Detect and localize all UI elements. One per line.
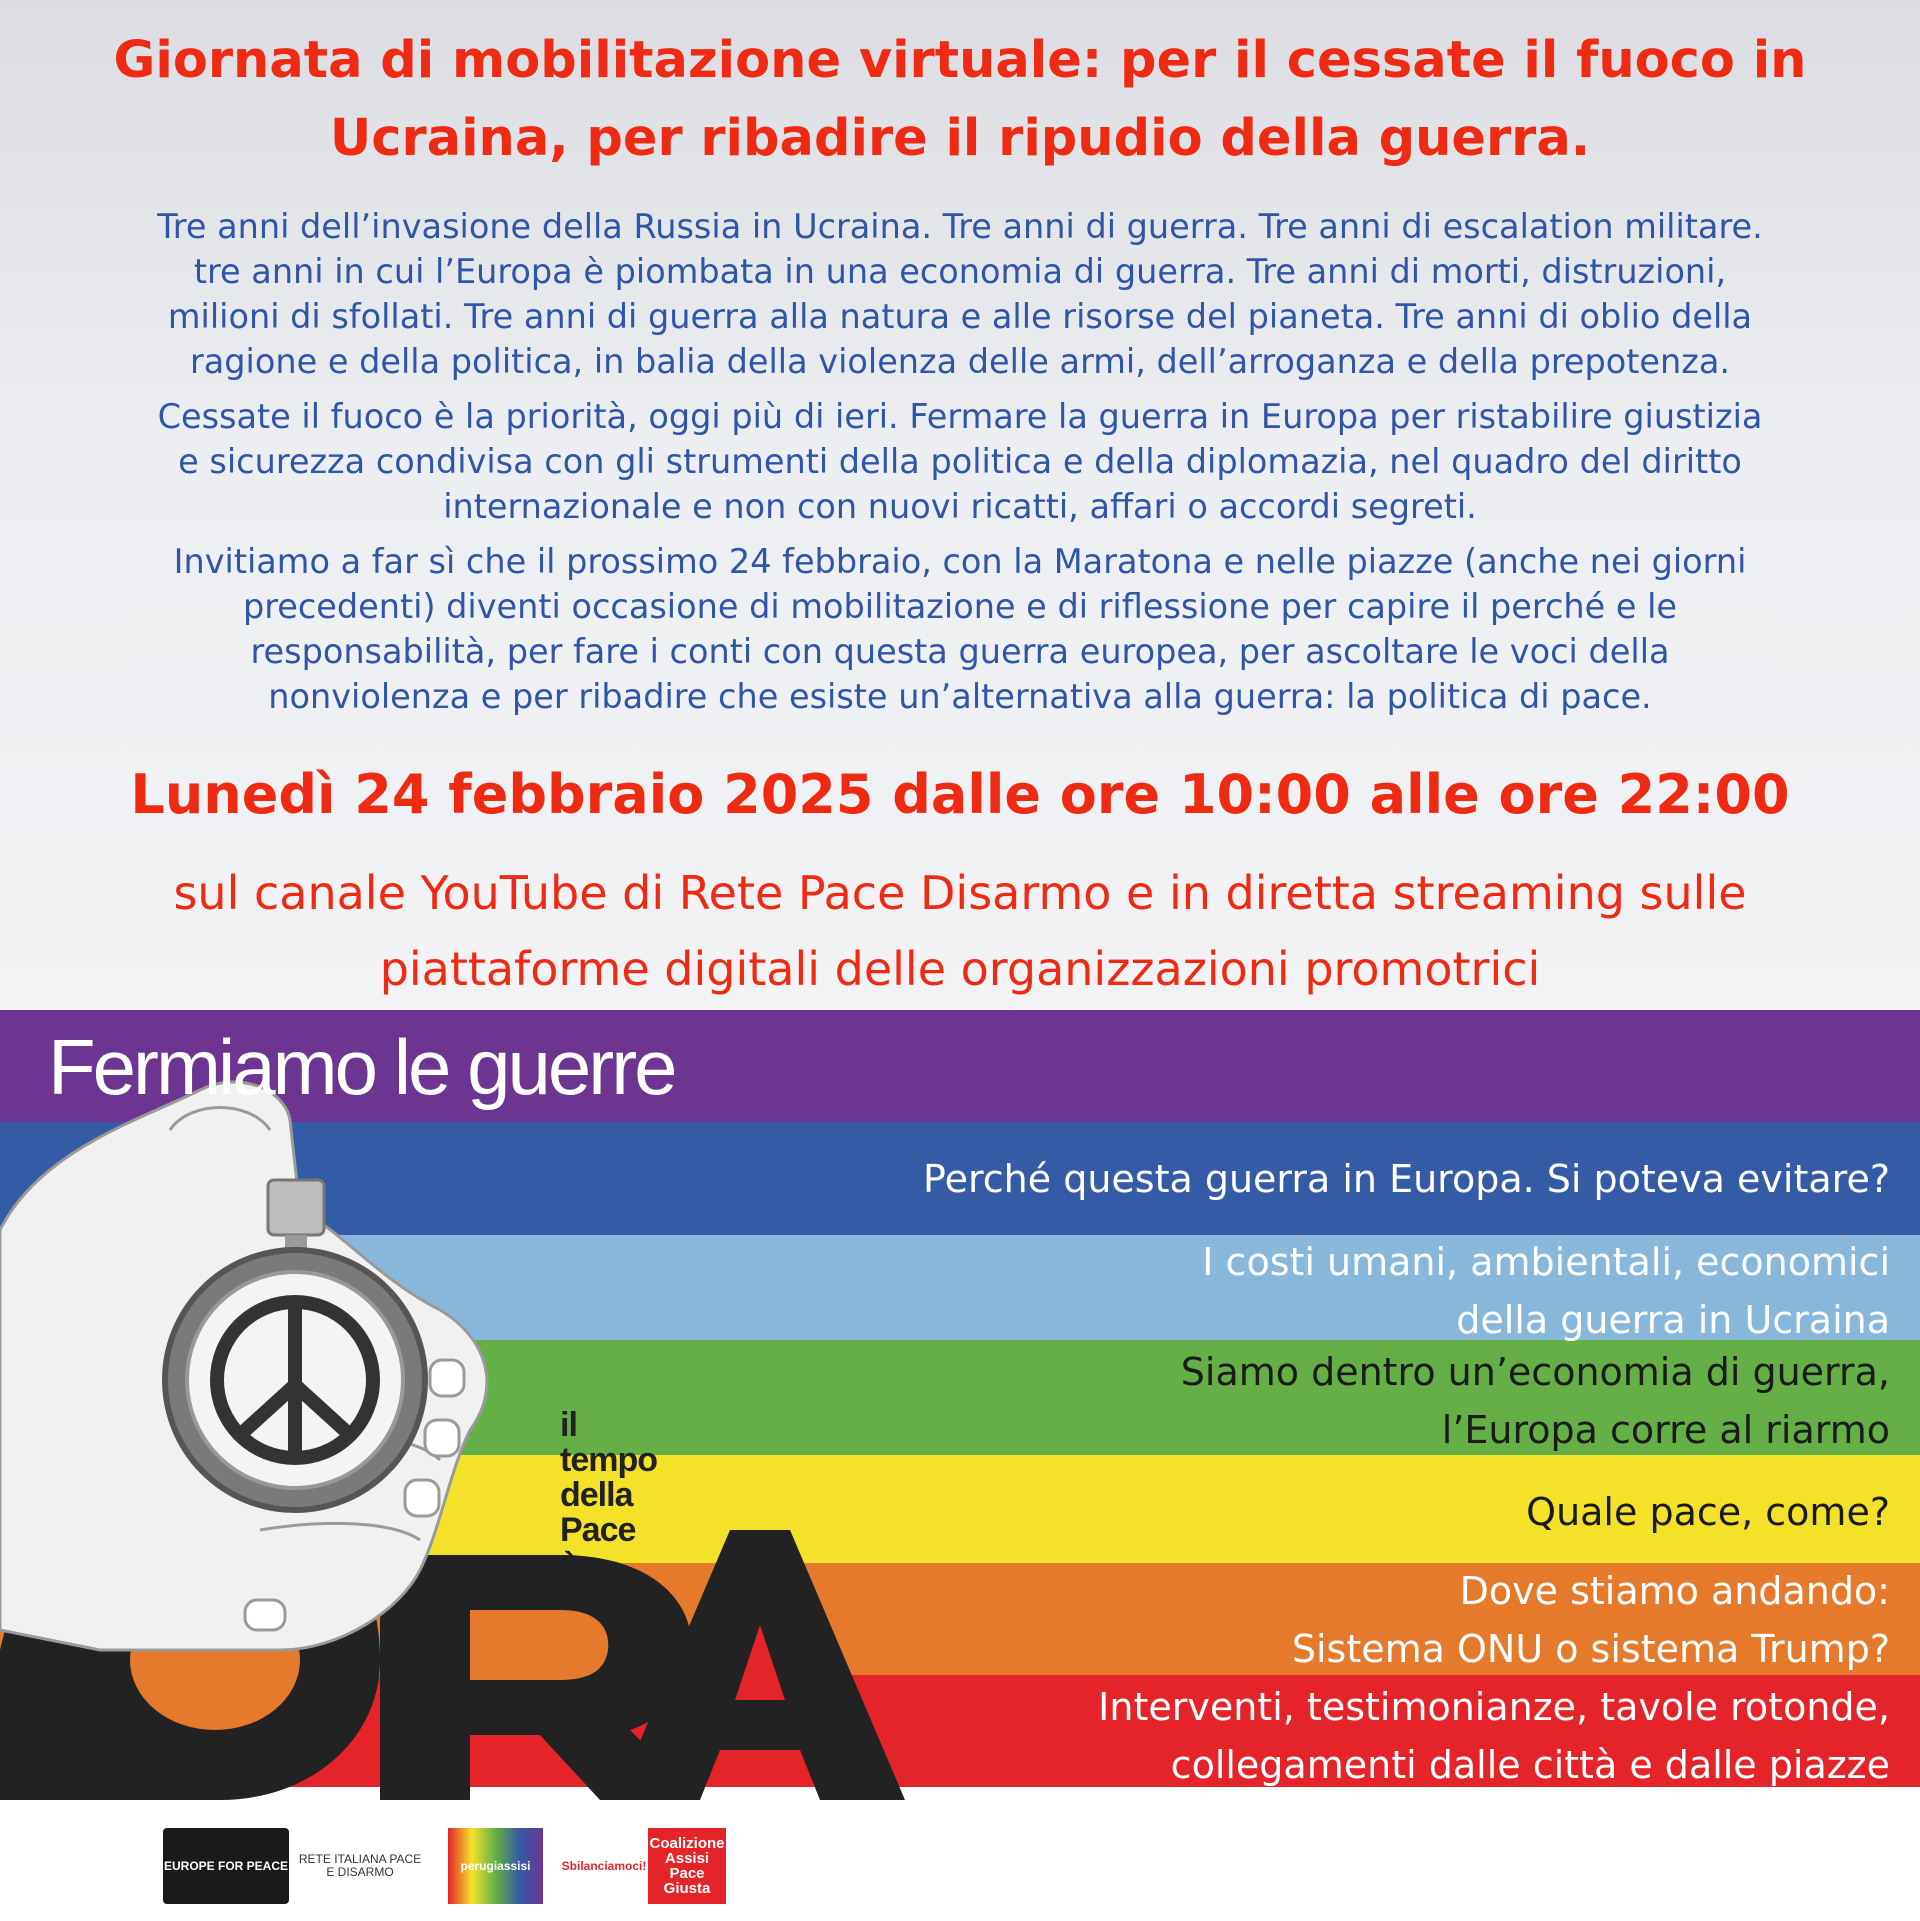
topic-line: collegamenti dalle città e dalle piazze — [1170, 1743, 1890, 1787]
tagline-word: della — [560, 1476, 633, 1514]
topic-line: Dove stiamo andando: — [1459, 1569, 1890, 1613]
paragraph-line: internazionale e non con nuovi ricatti, affari o accordi segreti. — [443, 487, 1477, 526]
event-date: Lunedì 24 febbraio 2025 dalle ore 10:00 alle ore 22:00 — [130, 763, 1790, 826]
paragraph-line: Cessate il fuoco è la priorità, oggi più di ieri. Fermare la guerra in Europa per ristabilire giustizia — [157, 397, 1763, 436]
paragraph-line: ragione e della politica, in balia della violenza delle armi, dell’arroganza e della prepotenza. — [189, 342, 1731, 381]
tagline-word: Pace — [560, 1511, 636, 1549]
paragraph-line: tre anni in cui l’Europa è piombata in una economia di guerra. Tre anni di morti, distruzioni, — [193, 252, 1727, 291]
perugiassisi-logo: perugiassisi — [448, 1828, 543, 1904]
tagline-word: il — [560, 1406, 577, 1444]
paragraph-line: precedenti) diventi occasione di mobilitazione e di riflessione per capire il perché e le — [242, 587, 1678, 626]
tagline-word: tempo — [560, 1441, 657, 1479]
channel-line-2: piattaforme digitali delle organizzazioni promotrici — [379, 942, 1541, 996]
topic-line: Sistema ONU o sistema Trump? — [1291, 1627, 1890, 1671]
title-line-2: Ucraina, per ribadire il ripudio della guerra. — [329, 109, 1591, 168]
topic-3 — [1181, 1343, 1890, 1459]
page-title — [30, 22, 1890, 178]
poster-illustration — [0, 1010, 920, 1810]
poster-tagline — [560, 1408, 657, 1583]
paragraph-line: nonviolenza e per ribadire che esiste un’alternativa alla guerra: la politica di pace. — [268, 677, 1652, 716]
paragraph-line: responsabilità, per fare i conti con questa guerra europea, per ascoltare le voci della — [250, 632, 1670, 671]
topic-4 — [1526, 1483, 1890, 1541]
topic-5 — [1292, 1562, 1890, 1678]
paragraph-line: Invitiamo a far sì che il prossimo 24 febbraio, con la Maratona e nelle piazze (anche nei giorni — [173, 542, 1747, 581]
topic-1 — [923, 1150, 1890, 1208]
topic-2 — [1202, 1233, 1890, 1349]
topic-line: Siamo dentro un’economia di guerra, — [1180, 1350, 1890, 1394]
topic-line: I costi umani, ambientali, economici — [1202, 1240, 1890, 1284]
poster-title: Fermiamo le guerre — [48, 1023, 675, 1111]
paragraph-3 — [40, 539, 1880, 719]
title-line-1: Giornata di mobilitazione virtuale: per il cessate il fuoco in — [113, 31, 1807, 90]
paragraph-line: e sicurezza condivisa con gli strumenti della politica e della diplomazia, nel quadro del diritto — [178, 442, 1742, 481]
paragraph-1 — [40, 204, 1880, 384]
paragraph-line: Tre anni dell’invasione della Russia in Ucraina. Tre anni di guerra. Tre anni di escalation militare. — [157, 207, 1763, 246]
topic-line: della guerra in Ucraina — [1456, 1298, 1890, 1342]
topic-line: Interventi, testimonianze, tavole rotonde, — [1098, 1685, 1890, 1729]
rete-italiana-pace-disarmo-logo: RETE ITALIANA PACE E DISARMO — [295, 1828, 425, 1904]
channel-line-1: sul canale YouTube di Rete Pace Disarmo e in diretta streaming sulle — [173, 866, 1747, 920]
europe-for-peace-logo: EUROPE FOR PEACE — [163, 1828, 289, 1904]
event-channel — [30, 855, 1890, 1007]
sbilanciamoci-logo: Sbilanciamoci! — [565, 1828, 643, 1904]
paragraph-2 — [40, 394, 1880, 529]
paragraph-line: milioni di sfollati. Tre anni di guerra alla natura e alle risorse del pianeta. Tre anni di oblio della — [167, 297, 1753, 336]
tagline-word: è — [560, 1546, 578, 1584]
topic-line: Perché questa guerra in Europa. Si poteva evitare? — [923, 1157, 1890, 1201]
topic-6 — [1098, 1678, 1890, 1794]
topic-line: l’Europa corre al riarmo — [1441, 1408, 1890, 1452]
topic-line: Quale pace, come? — [1526, 1490, 1890, 1534]
coalizione-assisi-pace-giusta-logo: Coalizione Assisi Pace Giusta — [648, 1828, 726, 1904]
